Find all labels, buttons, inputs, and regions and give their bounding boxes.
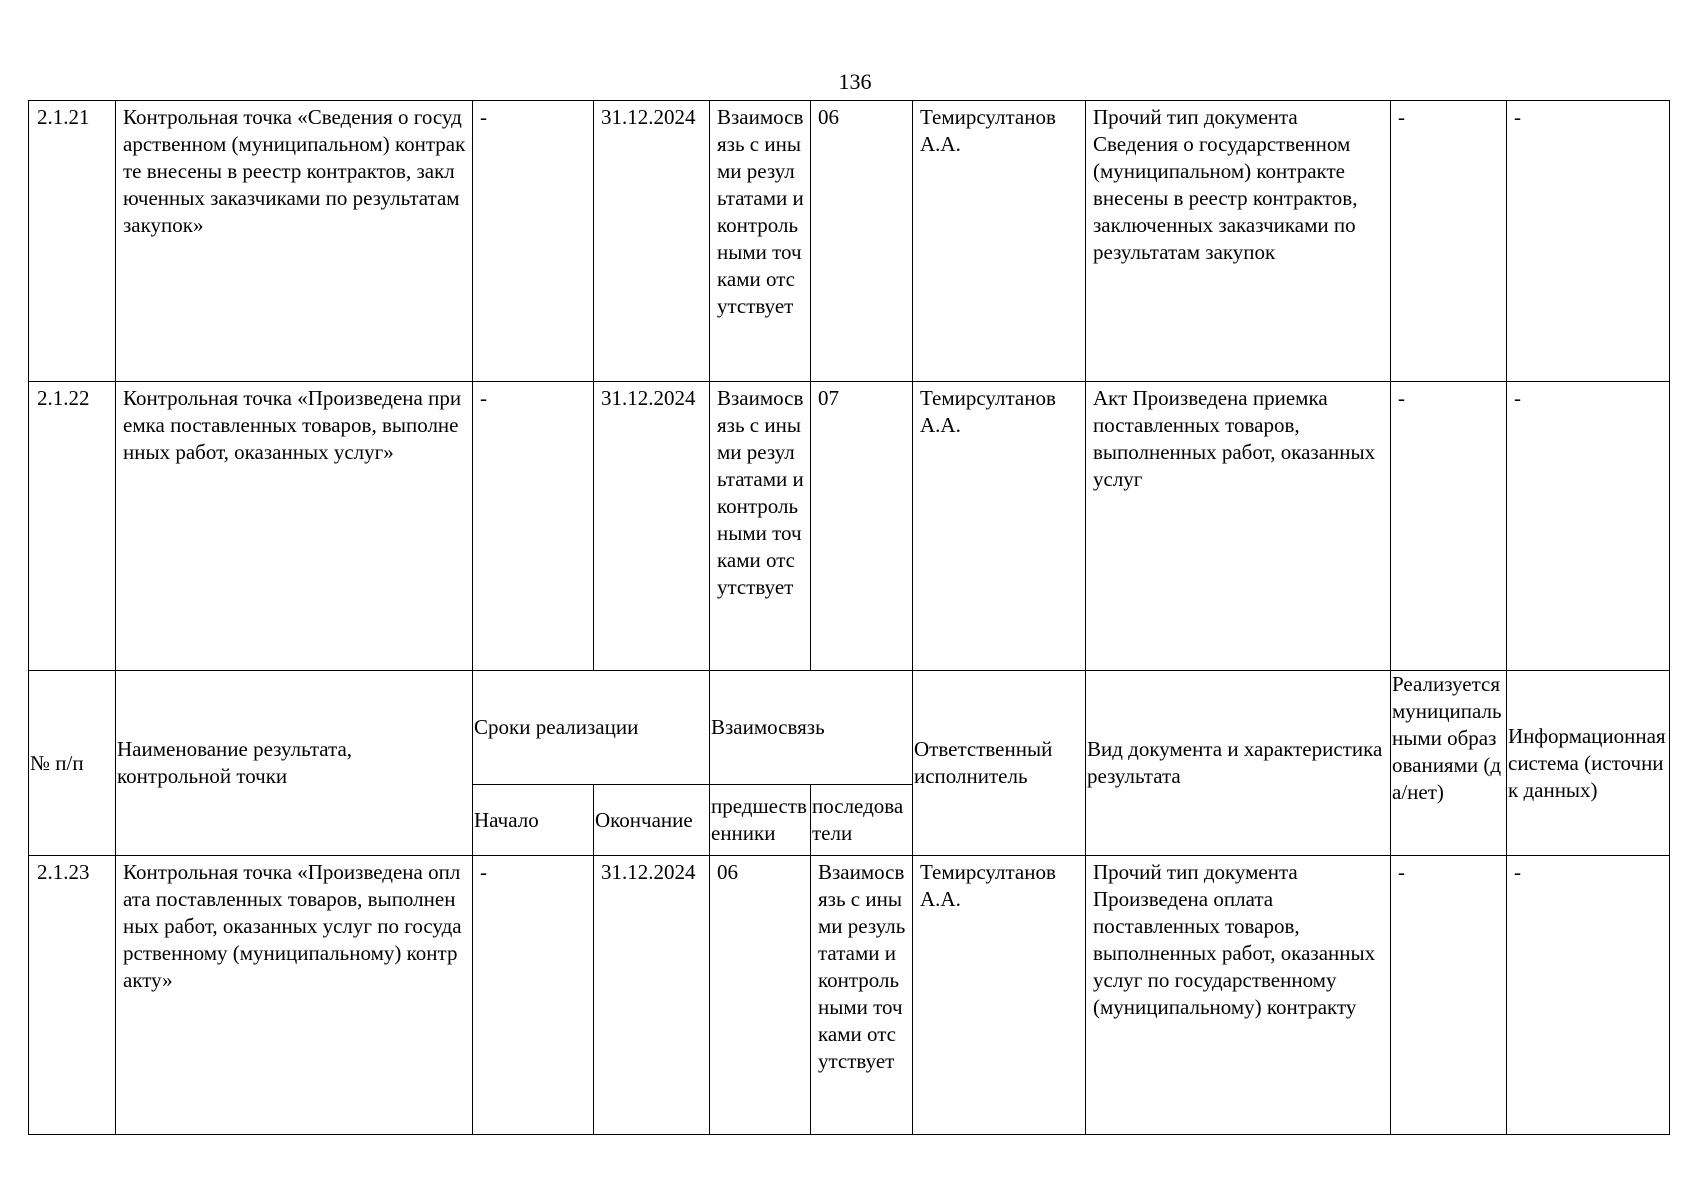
header-predecessors: предшественники <box>710 785 811 856</box>
result-name: Контрольная точка «Сведения о государственном (муниципальном) контракте внесены в реестр контрактов, заключенных заказчиками по результатам закупок» <box>116 101 473 382</box>
municipal-flag: - <box>1391 382 1507 671</box>
end-date: 31.12.2024 <box>594 856 710 1135</box>
end-date: 31.12.2024 <box>594 382 710 671</box>
header-responsible: Ответственный исполнитель <box>913 671 1086 856</box>
header-link: Взаимосвязь <box>710 671 913 785</box>
responsible: Темирсултанов А.А. <box>913 382 1086 671</box>
header-num: № п/п <box>29 671 116 856</box>
successors: 06 <box>811 101 913 382</box>
header-row <box>29 671 1670 785</box>
header-municipal: Реализуется муниципальными образованиями (да/нет) <box>1391 671 1507 856</box>
responsible: Темирсултанов А.А. <box>913 101 1086 382</box>
doc-type: Прочий тип документа Произведена оплата поставленных товаров, выполненных работ, оказанных услуг по государственному (муниципальному) контракту <box>1086 856 1391 1135</box>
result-name: Контрольная точка «Произведена оплата поставленных товаров, выполненных работ, оказанных услуг по государственному (муниципальному) контракту» <box>116 856 473 1135</box>
header-terms: Сроки реализации <box>473 671 710 785</box>
results-table <box>28 100 1670 1135</box>
info-system: - <box>1507 101 1670 382</box>
responsible: Темирсултанов А.А. <box>913 856 1086 1135</box>
header-start: Начало <box>473 785 594 856</box>
header-end: Окончание <box>594 785 710 856</box>
municipal-flag: - <box>1391 101 1507 382</box>
info-system: - <box>1507 382 1670 671</box>
table-row <box>29 382 1670 671</box>
successors: 07 <box>811 382 913 671</box>
doc-type: Прочий тип документа Сведения о государственном (муниципальном) контракте внесены в реестр контрактов, заключенных заказчиками по результатам закупок <box>1086 101 1391 382</box>
header-successors: последователи <box>811 785 913 856</box>
header-doc-type: Вид документа и характеристика результата <box>1086 671 1391 856</box>
table-row <box>29 856 1670 1135</box>
row-number: 2.1.21 <box>29 101 116 382</box>
doc-type: Акт Произведена приемка поставленных товаров, выполненных работ, оказанных услуг <box>1086 382 1391 671</box>
row-number: 2.1.23 <box>29 856 116 1135</box>
predecessors: Взаимосвязь с иными результатами и контрольными точками отсутствует <box>710 382 811 671</box>
predecessors: 06 <box>710 856 811 1135</box>
start-date: - <box>473 101 594 382</box>
header-info-system: Информационная система (источник данных) <box>1507 671 1670 856</box>
info-system: - <box>1507 856 1670 1135</box>
municipal-flag: - <box>1391 856 1507 1135</box>
page-number: 136 <box>838 69 872 94</box>
table-row <box>29 101 1670 382</box>
predecessors: Взаимосвязь с иными результатами и контрольными точками отсутствует <box>710 101 811 382</box>
header-name: Наименование результата, контрольной точки <box>116 671 473 856</box>
end-date: 31.12.2024 <box>594 101 710 382</box>
row-number: 2.1.22 <box>29 382 116 671</box>
start-date: - <box>473 382 594 671</box>
successors: Взаимосвязь с иными результатами и контрольными точками отсутствует <box>811 856 913 1135</box>
result-name: Контрольная точка «Произведена приемка поставленных товаров, выполненных работ, оказанных услуг» <box>116 382 473 671</box>
start-date: - <box>473 856 594 1135</box>
